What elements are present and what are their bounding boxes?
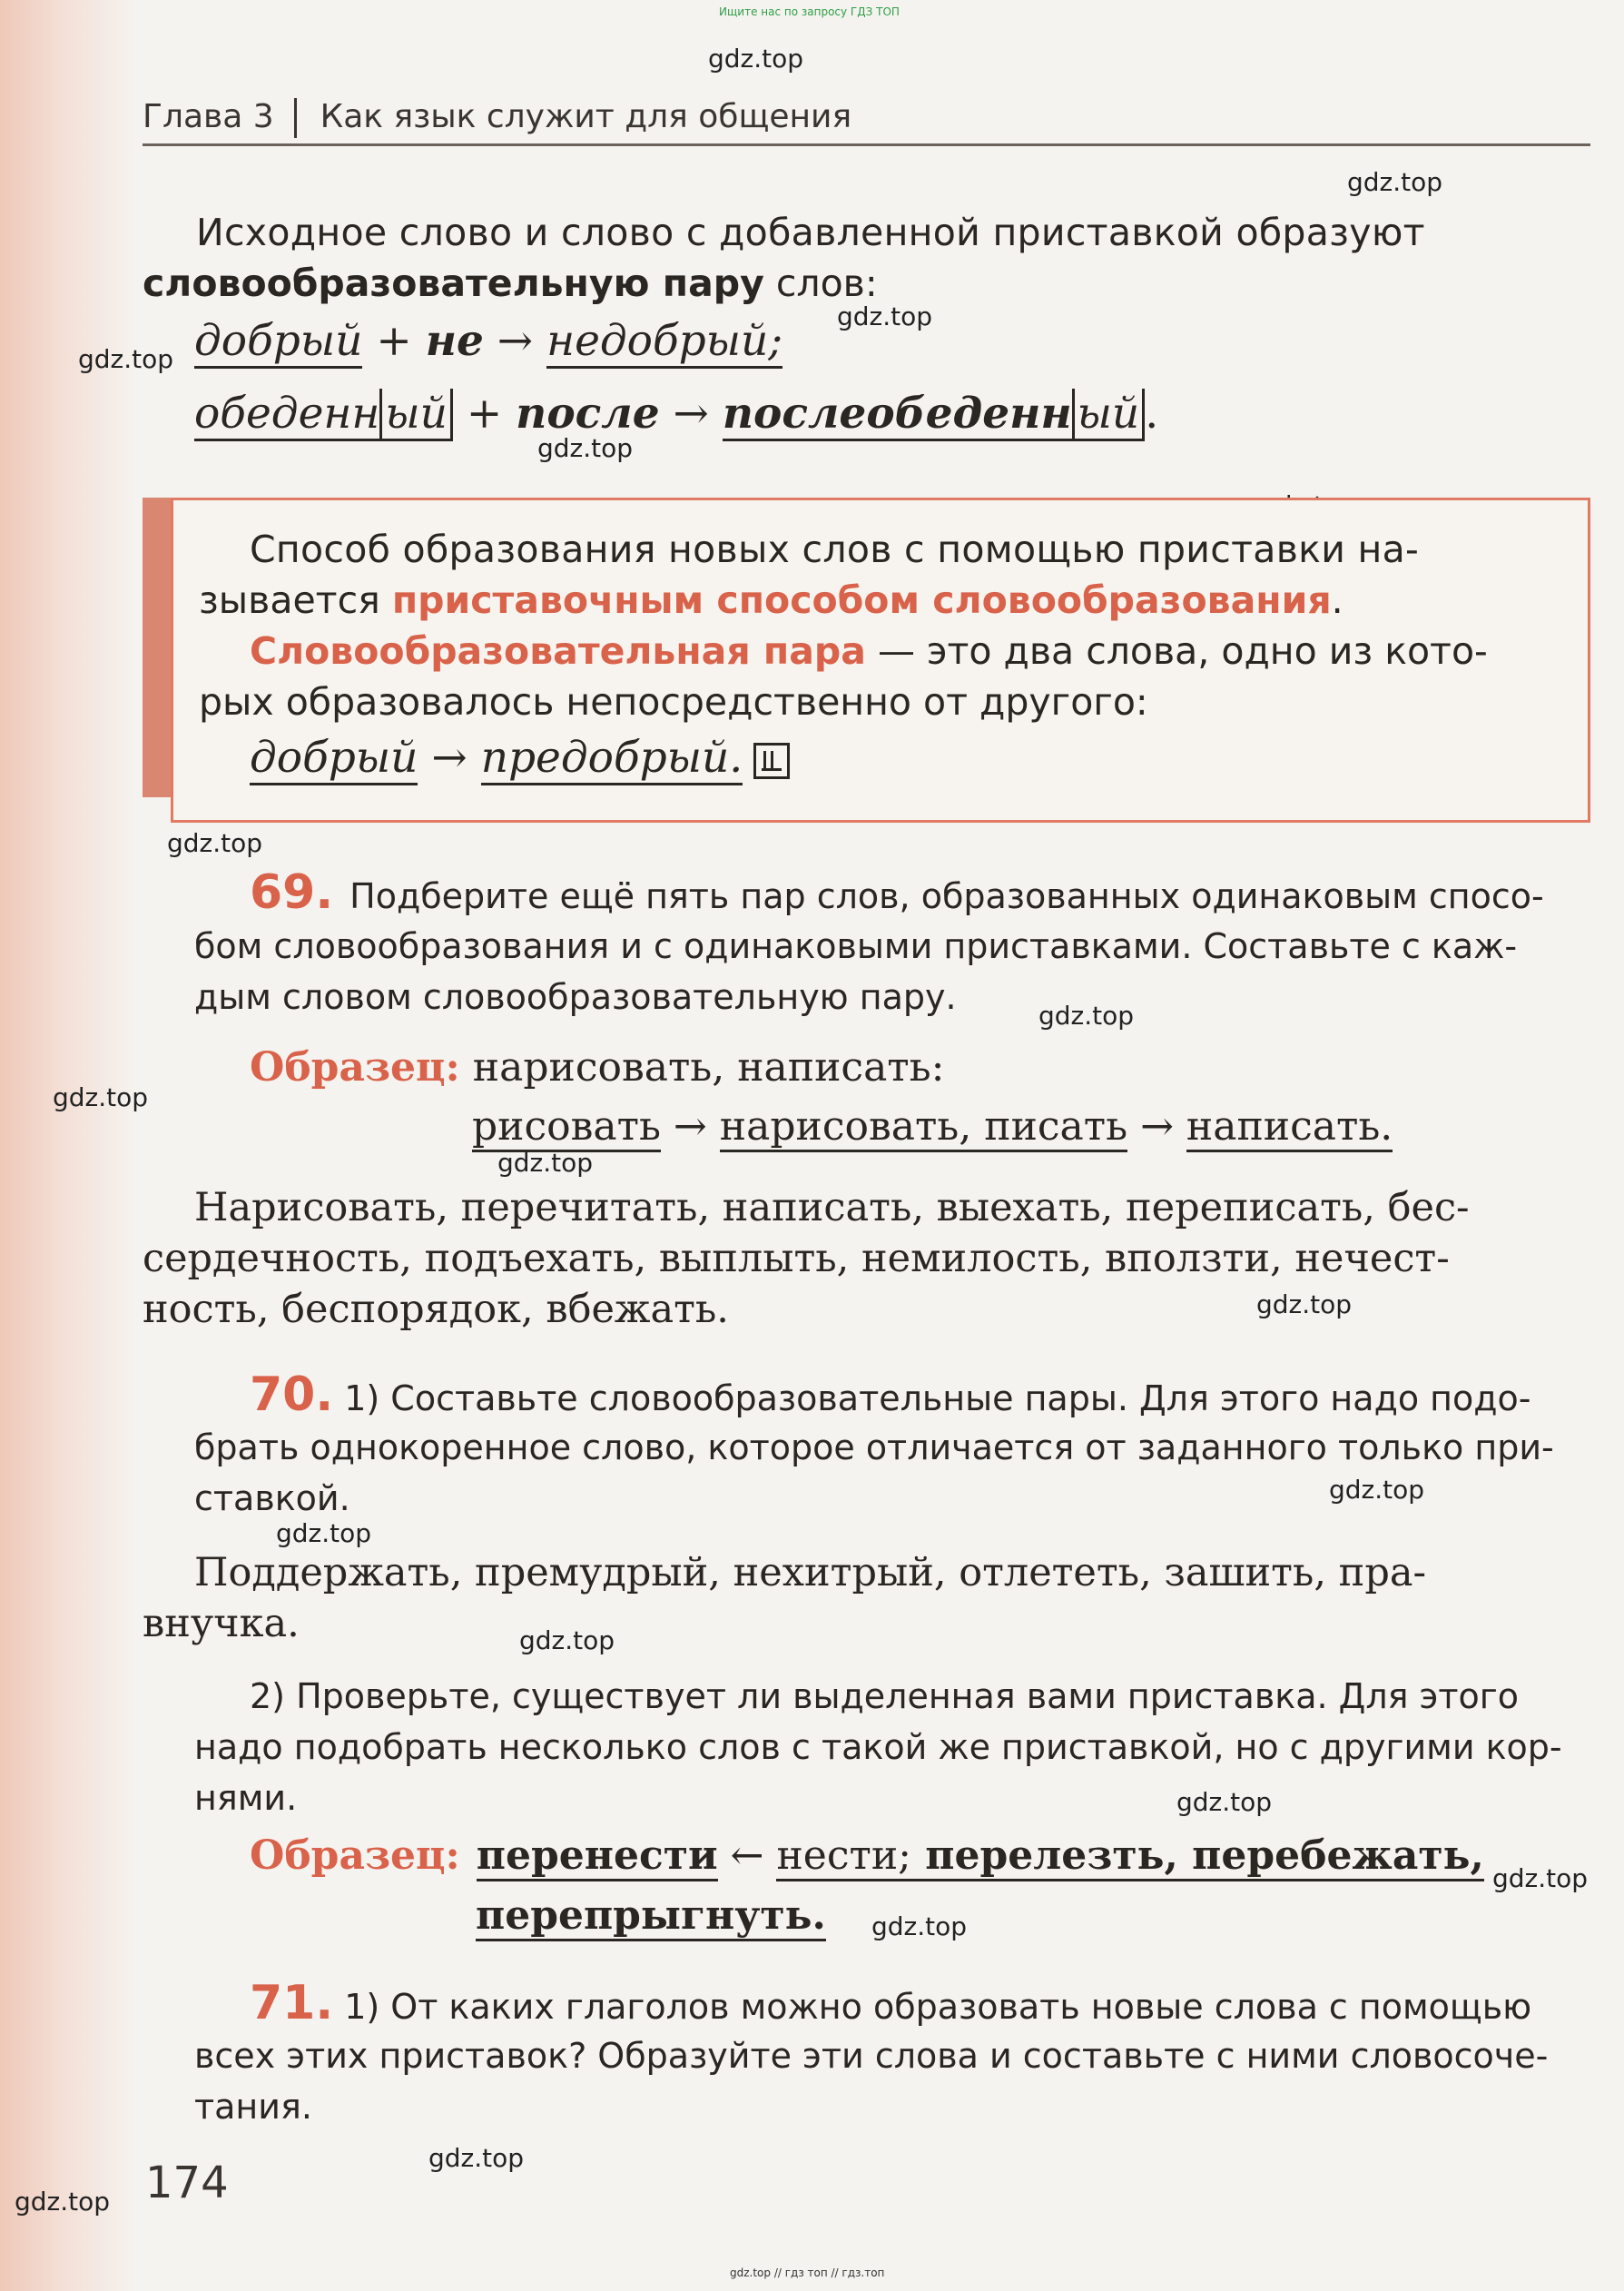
watermark: gdz.top — [78, 344, 174, 374]
rule-line-3: Словообразовательная пара — это два слова, одно из кото- — [250, 629, 1488, 673]
ex70-part2-line-2: надо подобрать несколько слов с такой же приставкой, но с другими кор- — [194, 1727, 1562, 1767]
ex69-line-3: дым словом словообразовательную пару. — [194, 977, 957, 1017]
ex69-words-2: сердечность, подъехать, выплыть, немилость, вползти, нечест- — [143, 1236, 1450, 1281]
watermark: gdz.top — [1329, 1475, 1425, 1505]
watermark: gdz.top — [537, 433, 634, 463]
watermark: gdz.top — [837, 301, 933, 331]
ex70-line-1: 70. 1) Составьте словообразовательные пары. Для этого надо подо- — [250, 1368, 1531, 1422]
watermark: gdz.top — [871, 1911, 968, 1941]
rule-box-bar — [143, 498, 171, 797]
ex71-number: 71. — [250, 1976, 334, 2030]
watermark: gdz.top — [15, 2187, 111, 2217]
ex69-words-1: Нарисовать, перечитать, написать, выехать, переписать, бес- — [194, 1185, 1470, 1230]
header-rule — [143, 143, 1590, 146]
ex70-line-2: брать однокоренное слово, которое отличается от заданного только при- — [194, 1427, 1554, 1467]
watermark-footer: gdz.top // гдз топ // гдз.топ — [730, 2266, 885, 2279]
chapter-header — [143, 98, 851, 138]
ex70-number: 70. — [250, 1368, 334, 1422]
ex69-sample-chain: рисовать → нарисовать, писать → написать. — [472, 1103, 1393, 1150]
watermark-top-tiny: Ищите нас по запросу ГДЗ ТОП — [719, 5, 900, 18]
intro-line-1: Исходное слово и слово с добавленной приставкой образуют — [196, 211, 1425, 254]
watermark: gdz.top — [1038, 1001, 1135, 1031]
rule-example: добрый → предобрый. — [250, 733, 790, 783]
watermark: gdz.top — [276, 1518, 372, 1548]
watermark: gdz.top — [167, 828, 263, 858]
intro-example-1: добрый + не → недобрый; — [194, 316, 782, 366]
watermark: gdz.top — [1492, 1863, 1589, 1893]
rule-line-4: рых образовалось непосредственно от другого: — [199, 680, 1148, 724]
chapter-title: Как язык служит для общения — [320, 98, 852, 135]
watermark: gdz.top — [519, 1625, 615, 1655]
watermark: gdz.top — [1347, 167, 1443, 197]
ex70-words-1: Поддержать, премудрый, нехитрый, отлететь, зашить, пра- — [194, 1550, 1427, 1595]
watermark: gdz.top — [53, 1082, 149, 1112]
watermark: gdz.top — [708, 44, 804, 74]
ex71-line-2: всех этих приставок? Образуйте эти слова и составьте с ними словосоче- — [194, 2036, 1549, 2076]
ex69-line-2: бом словообразования и с одинаковыми приставками. Составьте с каж- — [194, 926, 1518, 966]
ex69-words-3: ность, беспорядок, вбежать. — [143, 1287, 729, 1332]
ex71-line-1: 71. 1) От каких глаголов можно образовать новые слова с помощью — [250, 1976, 1532, 2030]
rule-line-2: зывается приставочным способом словообразования. — [199, 578, 1343, 622]
ex70-part2-line-1: 2) Проверьте, существует ли выделенная вами приставка. Для этого — [250, 1676, 1520, 1716]
ex71-line-3: тания. — [194, 2087, 312, 2127]
ex70-part2-line-3: нями. — [194, 1778, 298, 1818]
ex70-line-3: ставкой. — [194, 1478, 350, 1518]
watermark: gdz.top — [497, 1148, 594, 1178]
header-divider — [294, 98, 297, 138]
watermark: gdz.top — [428, 2143, 525, 2173]
table-mark-icon — [753, 743, 790, 779]
ex70-sample-line-2: перепрыгнуть. — [476, 1892, 826, 1939]
watermark: gdz.top — [1256, 1289, 1353, 1319]
intro-line-2: словообразовательную пару слов: — [143, 262, 878, 305]
ex69-line-1: 69. Подберите ещё пять пар слов, образованных одинаковым спосо- — [250, 865, 1544, 920]
ex70-sample-line-1: Образец: перенести ← нести; перелезть, перебежать, — [250, 1832, 1484, 1879]
ex70-words-2: внучка. — [143, 1601, 300, 1646]
page-number: 174 — [145, 2158, 229, 2208]
chapter-label: Глава 3 — [143, 98, 274, 135]
rule-box — [171, 498, 1590, 823]
intro-example-2: обеденн ый + после → послеобеденн ый . — [194, 389, 1158, 439]
watermark: gdz.top — [1176, 1787, 1273, 1817]
rule-line-1: Способ образования новых слов с помощью приставки на- — [250, 528, 1420, 571]
ex69-number: 69. — [250, 865, 334, 920]
ex69-sample: Образец: нарисовать, написать: — [250, 1044, 945, 1091]
